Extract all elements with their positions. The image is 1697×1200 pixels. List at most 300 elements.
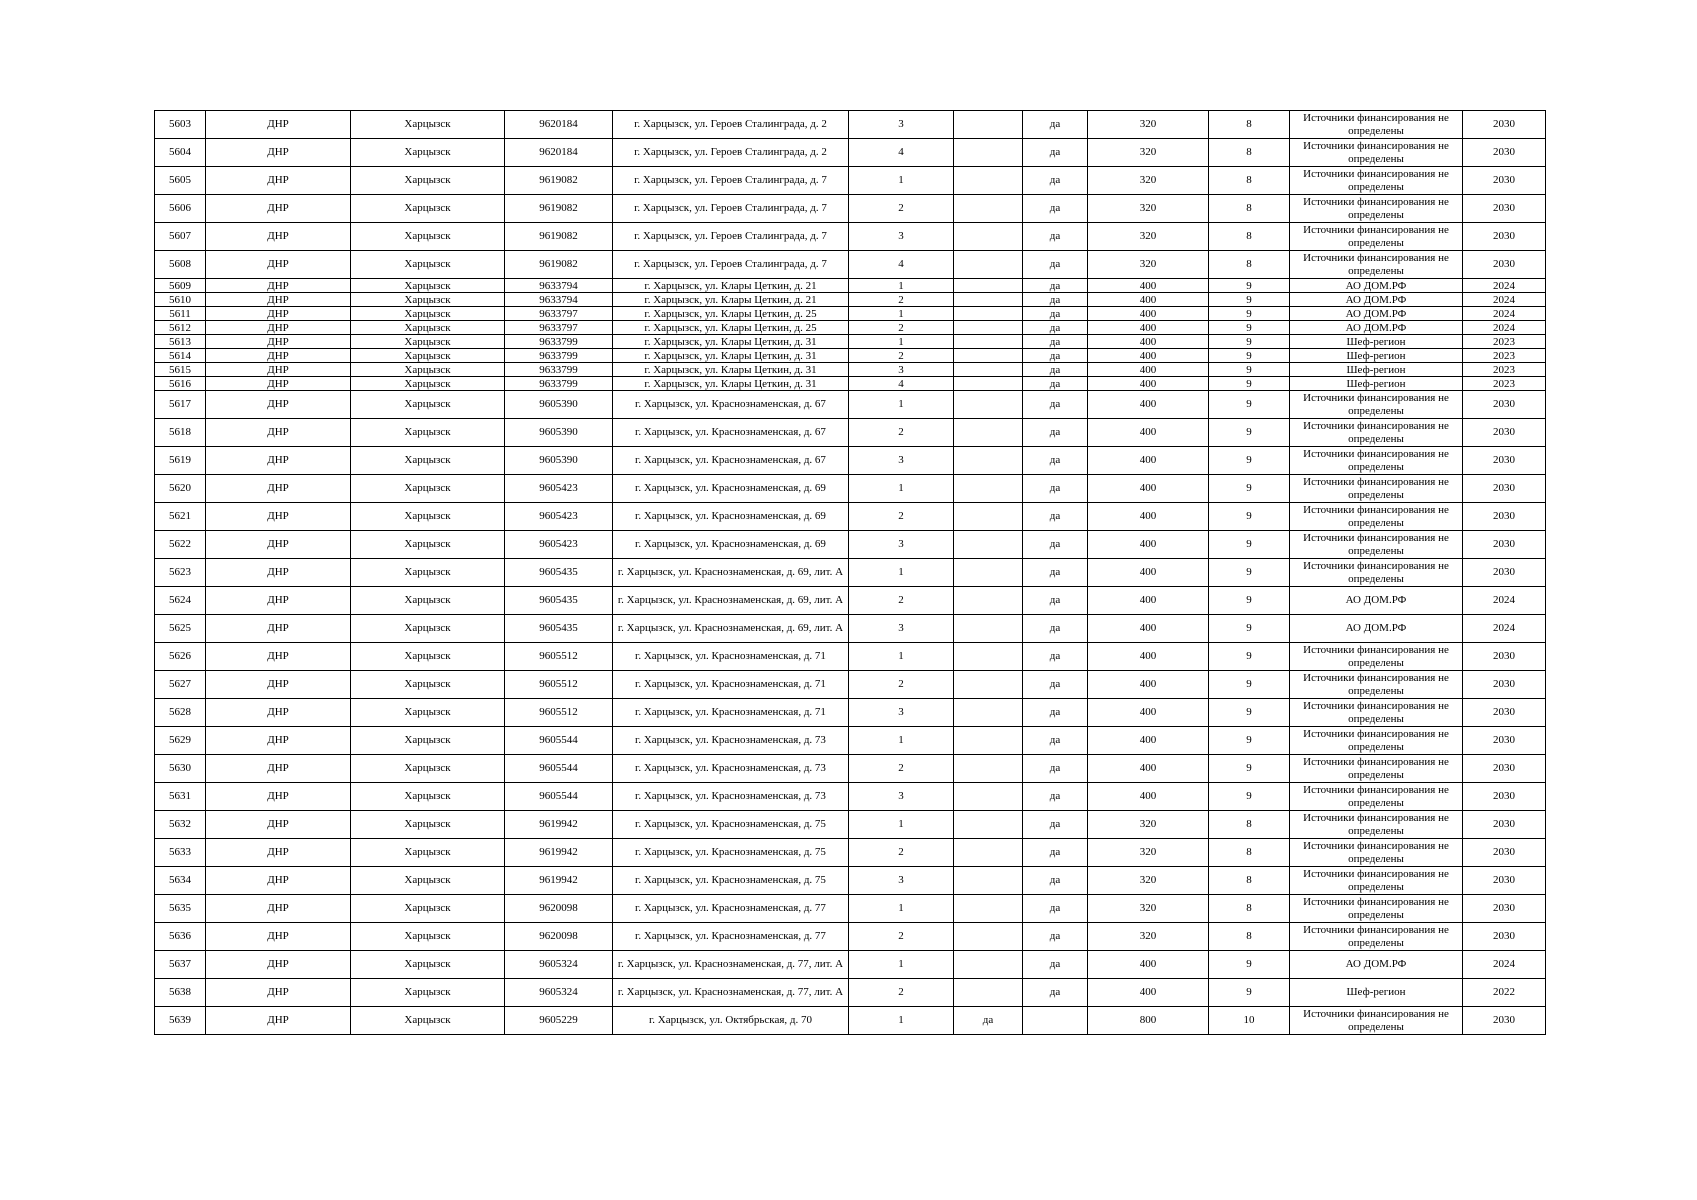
- building-code-cell: 9619082: [505, 251, 613, 279]
- row-number-cell: 5631: [155, 783, 206, 811]
- flag2-cell: да: [1023, 223, 1088, 251]
- address-cell: г. Харцызск, ул. Краснознаменская, д. 77, лит. А: [613, 979, 849, 1007]
- flag1-cell: [954, 895, 1023, 923]
- flag2-cell: да: [1023, 195, 1088, 223]
- city-cell: Харцызск: [351, 139, 505, 167]
- flag2-cell: да: [1023, 727, 1088, 755]
- year-cell: 2023: [1463, 349, 1546, 363]
- volume-cell: 400: [1088, 755, 1209, 783]
- region-cell: ДНР: [206, 923, 351, 951]
- floors-cell: 9: [1209, 391, 1290, 419]
- floors-cell: 9: [1209, 293, 1290, 307]
- region-cell: ДНР: [206, 447, 351, 475]
- funding-source-cell: Источники финансирования не определены: [1290, 811, 1463, 839]
- floors-cell: 8: [1209, 111, 1290, 139]
- table-row: [155, 111, 1546, 139]
- flag1-cell: [954, 727, 1023, 755]
- flag2-cell: да: [1023, 951, 1088, 979]
- row-number-cell: 5607: [155, 223, 206, 251]
- volume-cell: 400: [1088, 699, 1209, 727]
- entrance-cell: 3: [849, 223, 954, 251]
- volume-cell: 320: [1088, 139, 1209, 167]
- volume-cell: 400: [1088, 671, 1209, 699]
- floors-cell: 9: [1209, 335, 1290, 349]
- flag1-cell: [954, 867, 1023, 895]
- flag1-cell: [954, 951, 1023, 979]
- flag1-cell: [954, 111, 1023, 139]
- flag2-cell: да: [1023, 587, 1088, 615]
- row-number-cell: 5622: [155, 531, 206, 559]
- region-cell: ДНР: [206, 419, 351, 447]
- year-cell: 2030: [1463, 111, 1546, 139]
- building-code-cell: 9633799: [505, 335, 613, 349]
- city-cell: Харцызск: [351, 1007, 505, 1035]
- entrance-cell: 1: [849, 391, 954, 419]
- floors-cell: 9: [1209, 699, 1290, 727]
- volume-cell: 320: [1088, 167, 1209, 195]
- funding-source-cell: АО ДОМ.РФ: [1290, 615, 1463, 643]
- table-row: [155, 671, 1546, 699]
- flag2-cell: да: [1023, 167, 1088, 195]
- row-number-cell: 5614: [155, 349, 206, 363]
- year-cell: 2030: [1463, 139, 1546, 167]
- row-number-cell: 5639: [155, 1007, 206, 1035]
- funding-source-cell: Источники финансирования не определены: [1290, 643, 1463, 671]
- table-row: [155, 503, 1546, 531]
- city-cell: Харцызск: [351, 223, 505, 251]
- year-cell: 2024: [1463, 279, 1546, 293]
- flag2-cell: да: [1023, 643, 1088, 671]
- floors-cell: 9: [1209, 979, 1290, 1007]
- flag2-cell: да: [1023, 615, 1088, 643]
- flag2-cell: да: [1023, 783, 1088, 811]
- building-code-cell: 9619082: [505, 195, 613, 223]
- volume-cell: 400: [1088, 363, 1209, 377]
- table-row: [155, 643, 1546, 671]
- address-cell: г. Харцызск, ул. Героев Сталинграда, д. 7: [613, 223, 849, 251]
- funding-source-cell: Источники финансирования не определены: [1290, 671, 1463, 699]
- funding-source-cell: Источники финансирования не определены: [1290, 475, 1463, 503]
- address-cell: г. Харцызск, ул. Клары Цеткин, д. 31: [613, 377, 849, 391]
- region-cell: ДНР: [206, 279, 351, 293]
- row-number-cell: 5632: [155, 811, 206, 839]
- region-cell: ДНР: [206, 307, 351, 321]
- flag2-cell: да: [1023, 559, 1088, 587]
- floors-cell: 9: [1209, 531, 1290, 559]
- volume-cell: 320: [1088, 111, 1209, 139]
- flag2-cell: да: [1023, 671, 1088, 699]
- volume-cell: 400: [1088, 727, 1209, 755]
- entrance-cell: 3: [849, 111, 954, 139]
- volume-cell: 400: [1088, 419, 1209, 447]
- entrance-cell: 3: [849, 867, 954, 895]
- flag1-cell: [954, 363, 1023, 377]
- table-row: [155, 783, 1546, 811]
- flag1-cell: [954, 699, 1023, 727]
- region-cell: ДНР: [206, 783, 351, 811]
- funding-source-cell: Источники финансирования не определены: [1290, 111, 1463, 139]
- flag1-cell: [954, 559, 1023, 587]
- flag1-cell: [954, 391, 1023, 419]
- flag1-cell: [954, 979, 1023, 1007]
- address-cell: г. Харцызск, ул. Героев Сталинграда, д. 7: [613, 167, 849, 195]
- funding-source-cell: Источники финансирования не определены: [1290, 755, 1463, 783]
- funding-source-cell: Источники финансирования не определены: [1290, 923, 1463, 951]
- funding-source-cell: Источники финансирования не определены: [1290, 1007, 1463, 1035]
- volume-cell: 400: [1088, 503, 1209, 531]
- funding-source-cell: Источники финансирования не определены: [1290, 251, 1463, 279]
- funding-source-cell: Источники финансирования не определены: [1290, 503, 1463, 531]
- table-row: [155, 293, 1546, 307]
- table-row: [155, 615, 1546, 643]
- row-number-cell: 5615: [155, 363, 206, 377]
- region-cell: ДНР: [206, 321, 351, 335]
- year-cell: 2030: [1463, 671, 1546, 699]
- year-cell: 2024: [1463, 293, 1546, 307]
- year-cell: 2030: [1463, 923, 1546, 951]
- floors-cell: 9: [1209, 671, 1290, 699]
- address-cell: г. Харцызск, ул. Краснознаменская, д. 69: [613, 531, 849, 559]
- flag2-cell: да: [1023, 839, 1088, 867]
- address-cell: г. Харцызск, ул. Клары Цеткин, д. 21: [613, 279, 849, 293]
- year-cell: 2030: [1463, 839, 1546, 867]
- flag2-cell: да: [1023, 251, 1088, 279]
- table-row: [155, 419, 1546, 447]
- year-cell: 2022: [1463, 979, 1546, 1007]
- funding-source-cell: АО ДОМ.РФ: [1290, 587, 1463, 615]
- address-cell: г. Харцызск, ул. Клары Цеткин, д. 31: [613, 349, 849, 363]
- address-cell: г. Харцызск, ул. Краснознаменская, д. 77: [613, 895, 849, 923]
- entrance-cell: 3: [849, 447, 954, 475]
- region-cell: ДНР: [206, 195, 351, 223]
- volume-cell: 400: [1088, 293, 1209, 307]
- region-cell: ДНР: [206, 643, 351, 671]
- year-cell: 2023: [1463, 377, 1546, 391]
- region-cell: ДНР: [206, 293, 351, 307]
- row-number-cell: 5604: [155, 139, 206, 167]
- region-cell: ДНР: [206, 699, 351, 727]
- volume-cell: 320: [1088, 923, 1209, 951]
- address-cell: г. Харцызск, ул. Краснознаменская, д. 77: [613, 923, 849, 951]
- year-cell: 2030: [1463, 755, 1546, 783]
- volume-cell: 400: [1088, 279, 1209, 293]
- building-code-cell: 9619082: [505, 167, 613, 195]
- year-cell: 2030: [1463, 559, 1546, 587]
- flag1-cell: [954, 475, 1023, 503]
- row-number-cell: 5611: [155, 307, 206, 321]
- building-code-cell: 9633799: [505, 363, 613, 377]
- address-cell: г. Харцызск, ул. Краснознаменская, д. 73: [613, 755, 849, 783]
- table-row: [155, 699, 1546, 727]
- funding-source-cell: АО ДОМ.РФ: [1290, 951, 1463, 979]
- city-cell: Харцызск: [351, 335, 505, 349]
- city-cell: Харцызск: [351, 559, 505, 587]
- volume-cell: 400: [1088, 643, 1209, 671]
- address-cell: г. Харцызск, ул. Краснознаменская, д. 67: [613, 447, 849, 475]
- city-cell: Харцызск: [351, 867, 505, 895]
- volume-cell: 400: [1088, 475, 1209, 503]
- flag1-cell: [954, 531, 1023, 559]
- building-code-cell: 9619082: [505, 223, 613, 251]
- city-cell: Харцызск: [351, 447, 505, 475]
- year-cell: 2030: [1463, 867, 1546, 895]
- floors-cell: 9: [1209, 951, 1290, 979]
- year-cell: 2030: [1463, 727, 1546, 755]
- table-row: [155, 1007, 1546, 1035]
- address-cell: г. Харцызск, ул. Клары Цеткин, д. 31: [613, 363, 849, 377]
- table-row: [155, 167, 1546, 195]
- building-code-cell: 9620098: [505, 923, 613, 951]
- table-row: [155, 251, 1546, 279]
- floors-cell: 9: [1209, 307, 1290, 321]
- address-cell: г. Харцызск, ул. Клары Цеткин, д. 25: [613, 321, 849, 335]
- floors-cell: 9: [1209, 349, 1290, 363]
- city-cell: Харцызск: [351, 951, 505, 979]
- entrance-cell: 1: [849, 951, 954, 979]
- region-cell: ДНР: [206, 811, 351, 839]
- funding-source-cell: Источники финансирования не определены: [1290, 727, 1463, 755]
- funding-source-cell: Источники финансирования не определены: [1290, 559, 1463, 587]
- year-cell: 2024: [1463, 951, 1546, 979]
- year-cell: 2030: [1463, 1007, 1546, 1035]
- building-code-cell: 9619942: [505, 839, 613, 867]
- building-code-cell: 9619942: [505, 867, 613, 895]
- address-cell: г. Харцызск, ул. Краснознаменская, д. 75: [613, 867, 849, 895]
- funding-source-cell: Шеф-регион: [1290, 349, 1463, 363]
- year-cell: 2030: [1463, 475, 1546, 503]
- flag1-cell: [954, 223, 1023, 251]
- flag2-cell: да: [1023, 391, 1088, 419]
- flag2-cell: да: [1023, 349, 1088, 363]
- funding-source-cell: Шеф-регион: [1290, 979, 1463, 1007]
- flag2-cell: да: [1023, 503, 1088, 531]
- row-number-cell: 5637: [155, 951, 206, 979]
- floors-cell: 10: [1209, 1007, 1290, 1035]
- funding-source-cell: АО ДОМ.РФ: [1290, 321, 1463, 335]
- table-row: [155, 223, 1546, 251]
- address-cell: г. Харцызск, ул. Краснознаменская, д. 71: [613, 643, 849, 671]
- row-number-cell: 5624: [155, 587, 206, 615]
- region-cell: ДНР: [206, 1007, 351, 1035]
- volume-cell: 400: [1088, 321, 1209, 335]
- city-cell: Харцызск: [351, 279, 505, 293]
- entrance-cell: 1: [849, 307, 954, 321]
- flag1-cell: [954, 615, 1023, 643]
- flag2-cell: да: [1023, 923, 1088, 951]
- floors-cell: 9: [1209, 643, 1290, 671]
- entrance-cell: 3: [849, 699, 954, 727]
- flag2-cell: да: [1023, 811, 1088, 839]
- entrance-cell: 4: [849, 377, 954, 391]
- region-cell: ДНР: [206, 587, 351, 615]
- floors-cell: 9: [1209, 321, 1290, 335]
- table-row: [155, 349, 1546, 363]
- building-code-cell: 9605544: [505, 727, 613, 755]
- address-cell: г. Харцызск, ул. Краснознаменская, д. 69, лит. А: [613, 559, 849, 587]
- row-number-cell: 5633: [155, 839, 206, 867]
- building-code-cell: 9605512: [505, 699, 613, 727]
- region-cell: ДНР: [206, 531, 351, 559]
- table-row: [155, 447, 1546, 475]
- entrance-cell: 1: [849, 335, 954, 349]
- building-code-cell: 9605229: [505, 1007, 613, 1035]
- flag2-cell: да: [1023, 867, 1088, 895]
- row-number-cell: 5612: [155, 321, 206, 335]
- row-number-cell: 5627: [155, 671, 206, 699]
- city-cell: Харцызск: [351, 895, 505, 923]
- flag2-cell: да: [1023, 979, 1088, 1007]
- entrance-cell: 1: [849, 811, 954, 839]
- building-code-cell: 9605435: [505, 615, 613, 643]
- table-row: [155, 811, 1546, 839]
- row-number-cell: 5617: [155, 391, 206, 419]
- funding-source-cell: Источники финансирования не определены: [1290, 699, 1463, 727]
- table-body: [155, 111, 1546, 1035]
- floors-cell: 9: [1209, 727, 1290, 755]
- volume-cell: 320: [1088, 867, 1209, 895]
- volume-cell: 320: [1088, 895, 1209, 923]
- table-row: [155, 139, 1546, 167]
- funding-source-cell: Источники финансирования не определены: [1290, 139, 1463, 167]
- entrance-cell: 2: [849, 671, 954, 699]
- volume-cell: 400: [1088, 307, 1209, 321]
- row-number-cell: 5629: [155, 727, 206, 755]
- row-number-cell: 5616: [155, 377, 206, 391]
- building-code-cell: 9605390: [505, 419, 613, 447]
- city-cell: Харцызск: [351, 531, 505, 559]
- funding-source-cell: АО ДОМ.РФ: [1290, 279, 1463, 293]
- row-number-cell: 5636: [155, 923, 206, 951]
- row-number-cell: 5620: [155, 475, 206, 503]
- year-cell: 2030: [1463, 503, 1546, 531]
- building-code-cell: 9605544: [505, 755, 613, 783]
- table-row: [155, 867, 1546, 895]
- volume-cell: 400: [1088, 951, 1209, 979]
- table-row: [155, 279, 1546, 293]
- region-cell: ДНР: [206, 615, 351, 643]
- region-cell: ДНР: [206, 391, 351, 419]
- address-cell: г. Харцызск, ул. Краснознаменская, д. 75: [613, 839, 849, 867]
- entrance-cell: 2: [849, 923, 954, 951]
- year-cell: 2030: [1463, 447, 1546, 475]
- region-cell: ДНР: [206, 979, 351, 1007]
- row-number-cell: 5638: [155, 979, 206, 1007]
- volume-cell: 320: [1088, 251, 1209, 279]
- building-code-cell: 9633794: [505, 293, 613, 307]
- entrance-cell: 2: [849, 503, 954, 531]
- flag2-cell: да: [1023, 755, 1088, 783]
- entrance-cell: 1: [849, 727, 954, 755]
- region-cell: ДНР: [206, 559, 351, 587]
- flag2-cell: [1023, 1007, 1088, 1035]
- region-cell: ДНР: [206, 139, 351, 167]
- region-cell: ДНР: [206, 111, 351, 139]
- city-cell: Харцызск: [351, 923, 505, 951]
- city-cell: Харцызск: [351, 643, 505, 671]
- flag1-cell: [954, 923, 1023, 951]
- flag2-cell: да: [1023, 475, 1088, 503]
- flag1-cell: [954, 251, 1023, 279]
- region-cell: ДНР: [206, 503, 351, 531]
- flag2-cell: да: [1023, 111, 1088, 139]
- funding-source-cell: Источники финансирования не определены: [1290, 867, 1463, 895]
- address-cell: г. Харцызск, ул. Героев Сталинграда, д. 2: [613, 139, 849, 167]
- building-code-cell: 9633797: [505, 321, 613, 335]
- entrance-cell: 1: [849, 475, 954, 503]
- address-cell: г. Харцызск, ул. Краснознаменская, д. 67: [613, 391, 849, 419]
- year-cell: 2030: [1463, 895, 1546, 923]
- building-code-cell: 9605423: [505, 475, 613, 503]
- flag2-cell: да: [1023, 895, 1088, 923]
- volume-cell: 320: [1088, 195, 1209, 223]
- city-cell: Харцызск: [351, 391, 505, 419]
- entrance-cell: 2: [849, 321, 954, 335]
- entrance-cell: 2: [849, 755, 954, 783]
- flag1-cell: [954, 755, 1023, 783]
- volume-cell: 800: [1088, 1007, 1209, 1035]
- city-cell: Харцызск: [351, 307, 505, 321]
- city-cell: Харцызск: [351, 419, 505, 447]
- region-cell: ДНР: [206, 755, 351, 783]
- address-cell: г. Харцызск, ул. Краснознаменская, д. 73: [613, 783, 849, 811]
- entrance-cell: 2: [849, 349, 954, 363]
- city-cell: Харцызск: [351, 195, 505, 223]
- floors-cell: 8: [1209, 195, 1290, 223]
- funding-source-cell: Источники финансирования не определены: [1290, 195, 1463, 223]
- floors-cell: 8: [1209, 923, 1290, 951]
- table-row: [155, 727, 1546, 755]
- entrance-cell: 2: [849, 293, 954, 307]
- table-row: [155, 307, 1546, 321]
- flag2-cell: да: [1023, 531, 1088, 559]
- city-cell: Харцызск: [351, 349, 505, 363]
- flag2-cell: да: [1023, 139, 1088, 167]
- building-code-cell: 9605435: [505, 587, 613, 615]
- city-cell: Харцызск: [351, 755, 505, 783]
- year-cell: 2030: [1463, 419, 1546, 447]
- funding-source-cell: Источники финансирования не определены: [1290, 419, 1463, 447]
- flag1-cell: [954, 783, 1023, 811]
- funding-source-cell: Шеф-регион: [1290, 363, 1463, 377]
- flag1-cell: [954, 167, 1023, 195]
- flag2-cell: да: [1023, 447, 1088, 475]
- volume-cell: 400: [1088, 531, 1209, 559]
- flag1-cell: [954, 139, 1023, 167]
- flag1-cell: [954, 195, 1023, 223]
- region-cell: ДНР: [206, 671, 351, 699]
- address-cell: г. Харцызск, ул. Героев Сталинграда, д. 2: [613, 111, 849, 139]
- region-cell: ДНР: [206, 363, 351, 377]
- entrance-cell: 3: [849, 615, 954, 643]
- entrance-cell: 1: [849, 279, 954, 293]
- flag1-cell: [954, 321, 1023, 335]
- volume-cell: 400: [1088, 349, 1209, 363]
- address-cell: г. Харцызск, ул. Краснознаменская, д. 69, лит. А: [613, 615, 849, 643]
- table-row: [155, 587, 1546, 615]
- address-cell: г. Харцызск, ул. Героев Сталинграда, д. 7: [613, 251, 849, 279]
- volume-cell: 400: [1088, 587, 1209, 615]
- address-cell: г. Харцызск, ул. Клары Цеткин, д. 21: [613, 293, 849, 307]
- building-code-cell: 9620184: [505, 111, 613, 139]
- flag1-cell: [954, 307, 1023, 321]
- year-cell: 2030: [1463, 195, 1546, 223]
- row-number-cell: 5613: [155, 335, 206, 349]
- building-code-cell: 9605390: [505, 391, 613, 419]
- city-cell: Харцызск: [351, 839, 505, 867]
- row-number-cell: 5621: [155, 503, 206, 531]
- building-code-cell: 9633794: [505, 279, 613, 293]
- entrance-cell: 1: [849, 643, 954, 671]
